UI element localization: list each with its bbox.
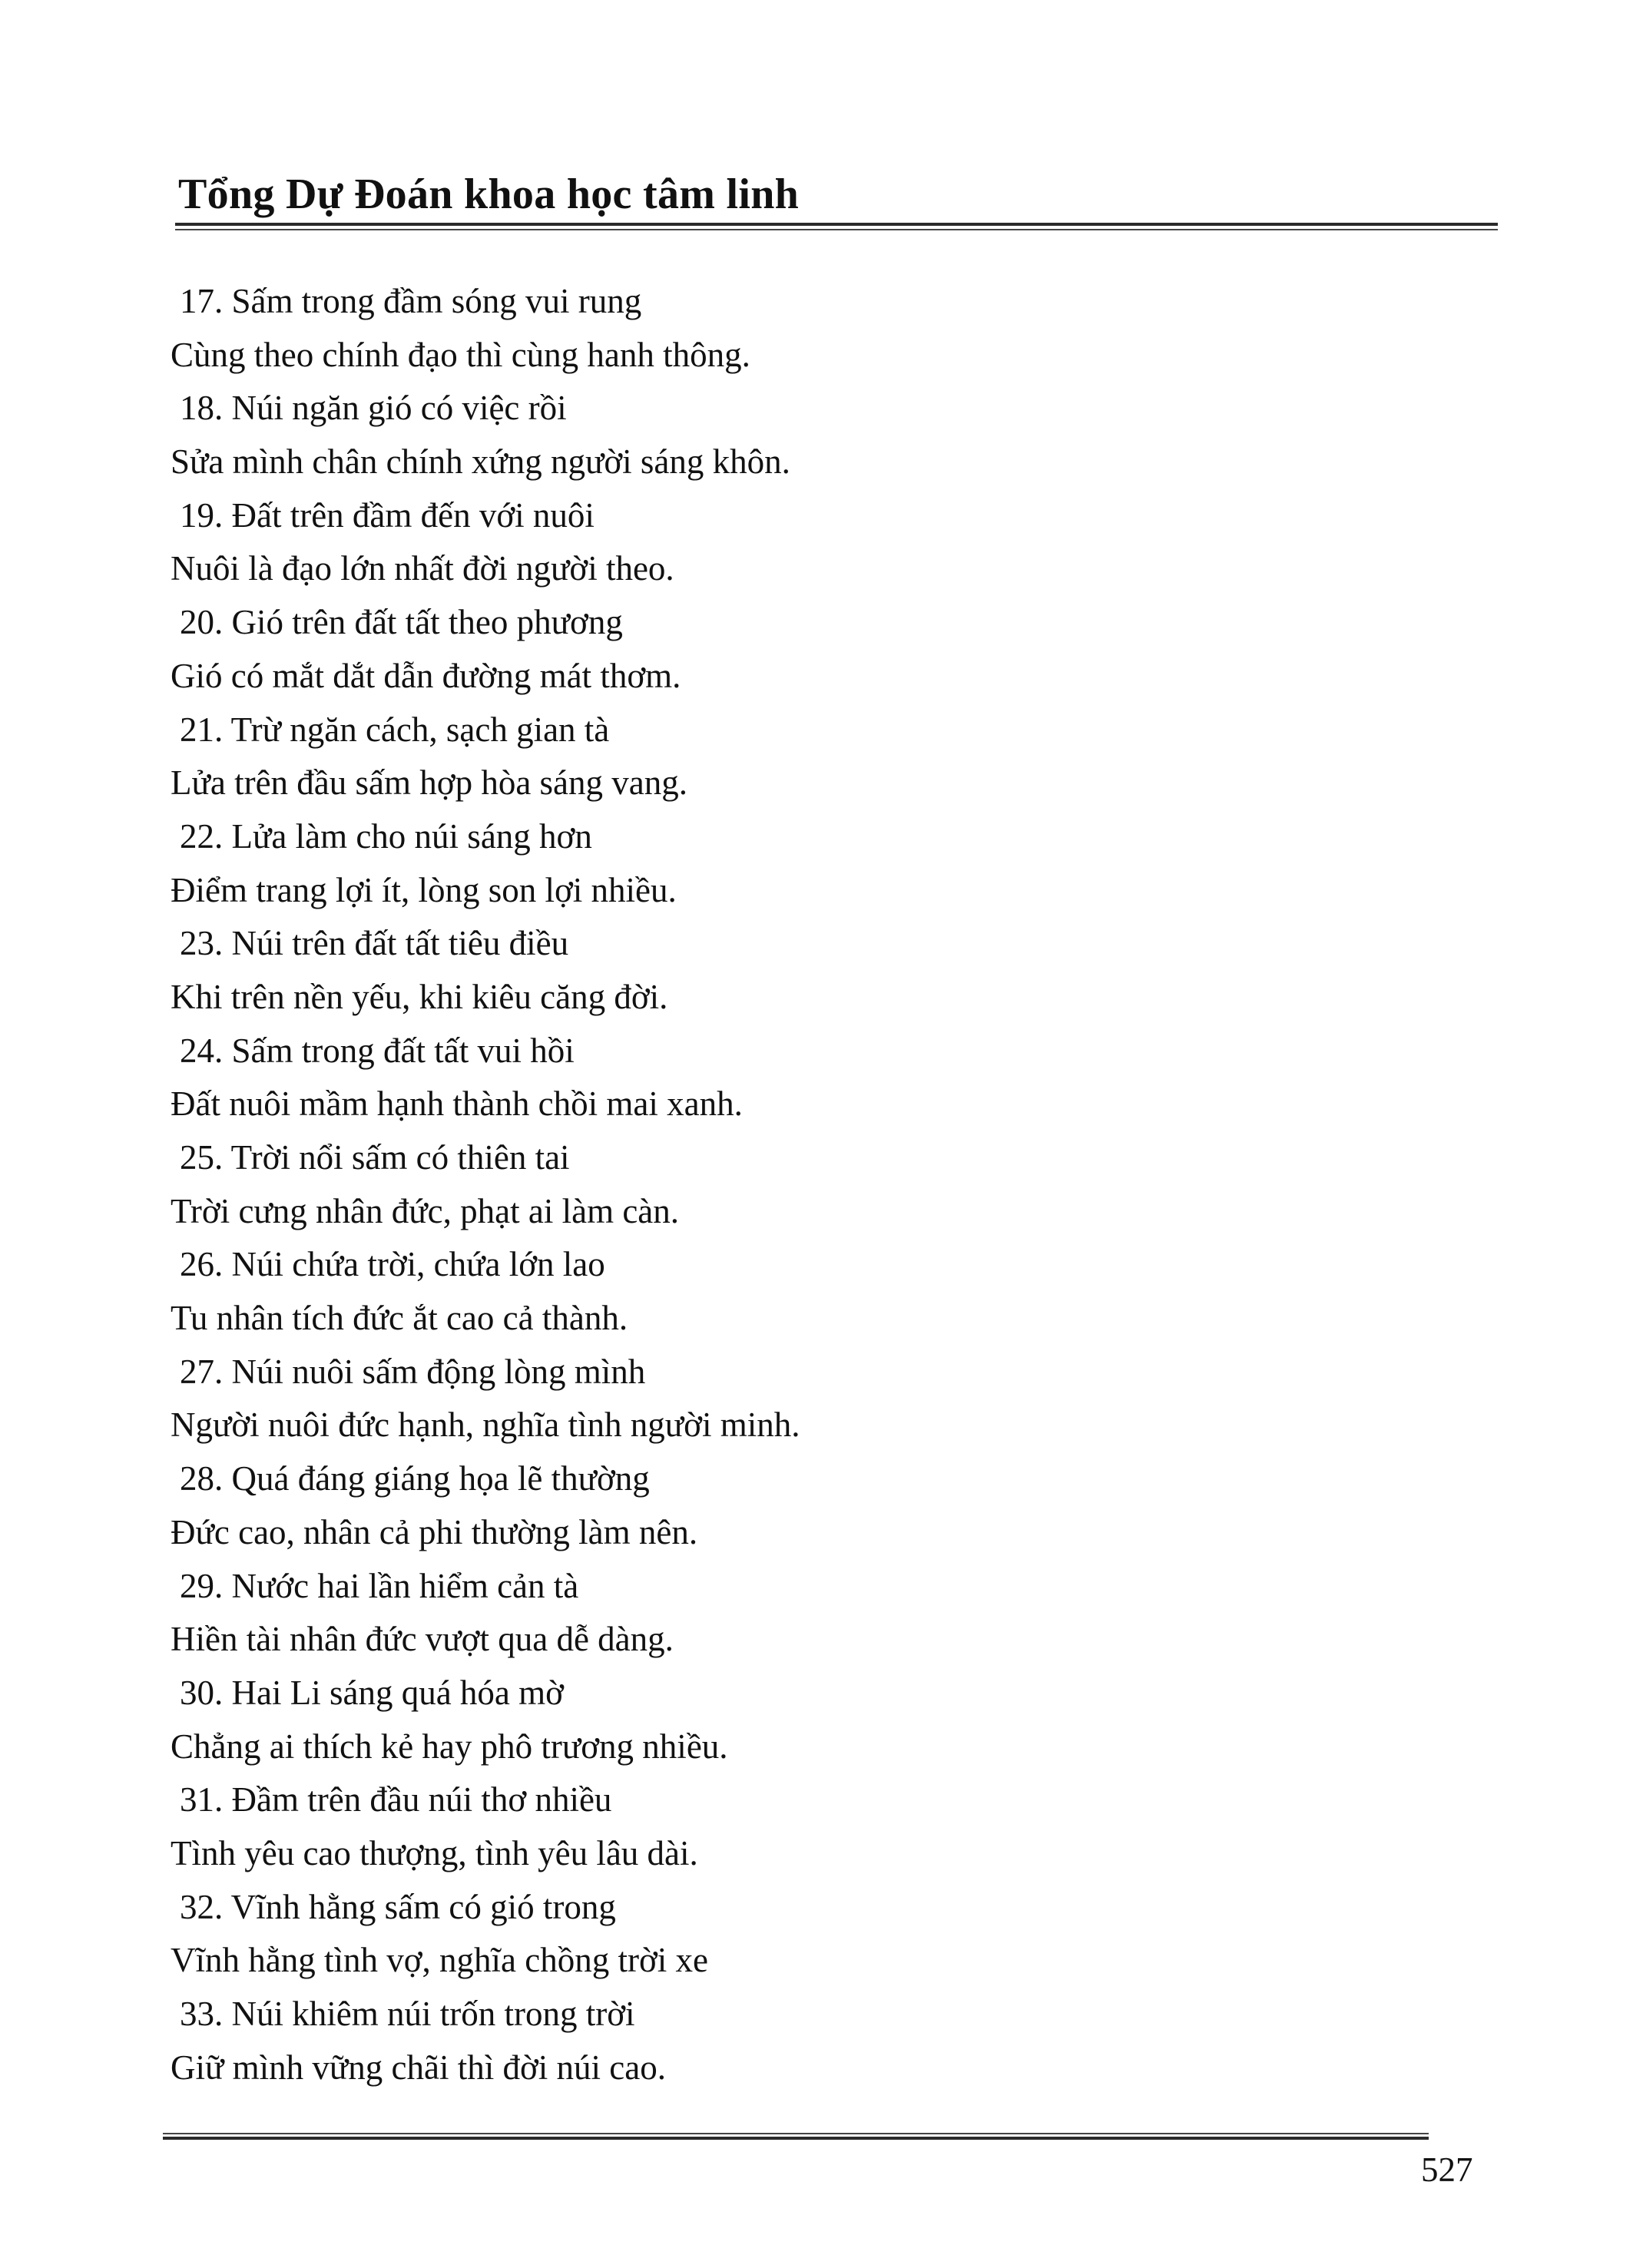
verse-line: Trời cưng nhân đức, phạt ai làm càn. — [171, 1191, 680, 1230]
verse-line-numbered: 30. Hai Li sáng quá hóa mờ — [180, 1673, 564, 1712]
verse-line-numbered: 31. Đầm trên đầu núi thơ nhiều — [180, 1780, 612, 1819]
verse-line-numbered: 29. Nước hai lần hiểm cản tà — [180, 1566, 579, 1605]
verse-line: Giữ mình vững chãi thì đời núi cao. — [171, 2048, 666, 2087]
verse-line-numbered: 24. Sấm trong đất tất vui hồi — [180, 1031, 575, 1070]
verse-line-numbered: 25. Trời nổi sấm có thiên tai — [180, 1138, 570, 1177]
verse-line: Khi trên nền yếu, khi kiêu căng đời. — [171, 977, 668, 1016]
verse-line-numbered: 27. Núi nuôi sấm động lòng mình — [180, 1352, 646, 1391]
verse-line-numbered: 20. Gió trên đất tất theo phương — [180, 603, 623, 642]
verse-line-numbered: 22. Lửa làm cho núi sáng hơn — [180, 816, 592, 856]
verse-line: Người nuôi đức hạnh, nghĩa tình người minh. — [171, 1405, 800, 1445]
verse-line: Tình yêu cao thượng, tình yêu lâu dài. — [171, 1833, 698, 1872]
header-rule-thick — [175, 223, 1498, 226]
verse-list — [171, 275, 1476, 2094]
verse-line: Tu nhân tích đức ắt cao cả thành. — [171, 1299, 628, 1338]
verse-line: Đức cao, nhân cả phi thường làm nên. — [171, 1512, 698, 1551]
verse-line-numbered: 32. Vĩnh hằng sấm có gió trong — [180, 1887, 616, 1926]
verse-line-numbered: 33. Núi khiêm núi trốn trong trời — [180, 1995, 635, 2033]
verse-line: Nuôi là đạo lớn nhất đời người theo. — [171, 549, 674, 588]
verse-line-numbered: 17. Sấm trong đầm sóng vui rung — [180, 282, 642, 320]
verse-line-numbered: 26. Núi chứa trời, chứa lớn lao — [180, 1245, 605, 1284]
verse-line: Vĩnh hằng tình vợ, nghĩa chồng trời xe — [171, 1941, 708, 1980]
footer-rule-thick — [163, 2137, 1429, 2140]
header-rule — [175, 223, 1498, 231]
verse-line: Đất nuôi mầm hạnh thành chồi mai xanh. — [171, 1084, 743, 1124]
verse-line: Chẳng ai thích kẻ hay phô trương nhiều. — [171, 1727, 728, 1766]
footer-rule — [163, 2133, 1429, 2141]
verse-line: Gió có mắt dắt dẫn đường mát thơm. — [171, 656, 681, 695]
verse-line-numbered: 18. Núi ngăn gió có việc rồi — [180, 389, 567, 428]
verse-line-numbered: 19. Đất trên đầm đến với nuôi — [180, 495, 595, 535]
verse-line-numbered: 23. Núi trên đất tất tiêu điều — [180, 924, 569, 963]
verse-line: Sửa mình chân chính xứng người sáng khôn. — [171, 442, 790, 482]
verse-line: Cùng theo chính đạo thì cùng hanh thông. — [171, 335, 750, 374]
verse-line: Hiền tài nhân đức vượt qua dễ dàng. — [171, 1620, 674, 1659]
page-header-title: Tổng Dự Đoán khoa học tâm linh — [178, 171, 800, 218]
verse-line: Điểm trang lợi ít, lòng son lợi nhiều. — [171, 870, 677, 909]
verse-line-numbered: 28. Quá đáng giáng họa lẽ thường — [180, 1459, 650, 1498]
footer-rule-thin — [163, 2133, 1429, 2134]
verse-line: Lửa trên đầu sấm hợp hòa sáng vang. — [171, 763, 688, 803]
header-rule-thin — [175, 229, 1498, 230]
verse-line-numbered: 21. Trừ ngăn cách, sạch gian tà — [180, 710, 610, 749]
page-number: 527 — [1421, 2150, 1473, 2189]
